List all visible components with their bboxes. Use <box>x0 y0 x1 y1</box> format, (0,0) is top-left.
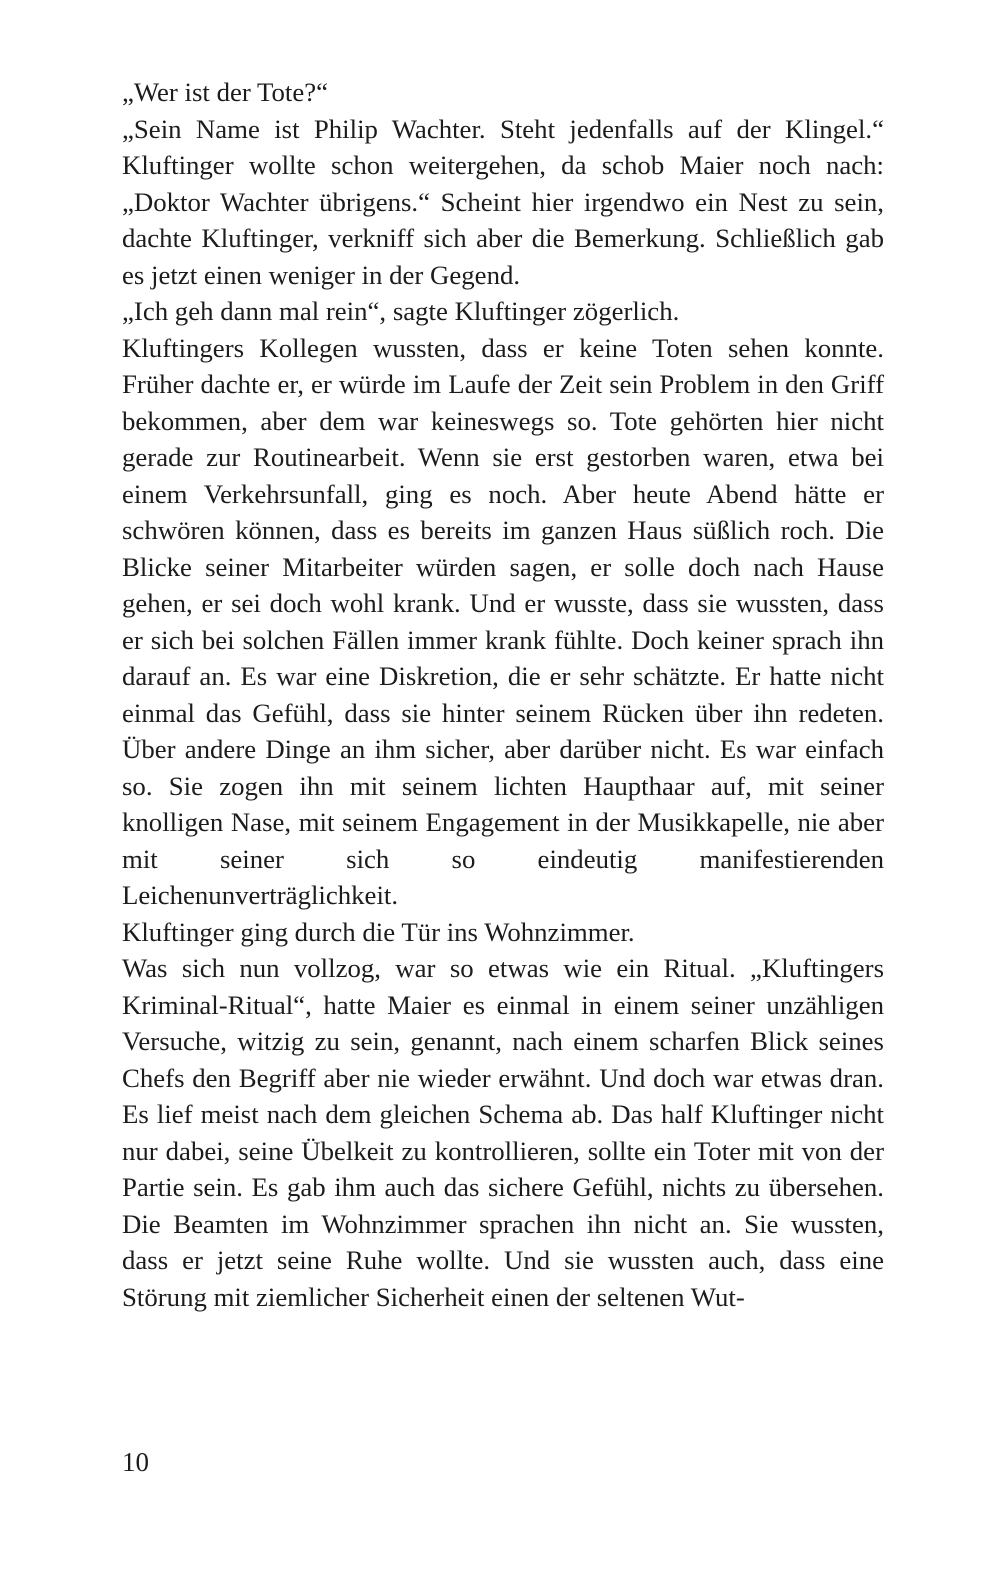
paragraph-2: „Sein Name ist Philip Wachter. Steht jedenfalls auf der Klingel.“ Kluftinger wollte schon weitergehen, da schob Maier noch nach: „Doktor Wachter übrigens.“ Scheint hier irgendwo ein Nest zu sein, dachte Kluftinger, verkniff sich aber die Bemerkung. Schließlich gab es jetzt einen weniger in der Gegend. <box>122 113 884 290</box>
paragraph-1: „Wer ist der Tote?“ <box>122 77 329 107</box>
page-number: 10 <box>122 1447 149 1477</box>
paragraph-6: Was sich nun vollzog, war so etwas wie ein Ritual. „Kluftingers Kriminal-Ritual“, hatte Maier es einmal in einem seiner unzähligen Versuche, witzig zu sein, genannt, nach einem scharfen Blick seines Chefs den Begriff aber nie wieder erwähnt. Und doch war etwas dran. Es lief meist nach dem gleichen Schema ab. Das half Kluftinger nicht nur dabei, seine Übelkeit zu kontrollieren, sollte ein Toter mit von der Partie sein. Es gab ihm auch das sichere Gefühl, nichts zu übersehen. Die Beamten im Wohnzimmer sprachen ihn nicht an. Sie wussten, dass er jetzt seine Ruhe wollte. Und sie wussten auch, dass eine Störung mit ziemlicher Sicherheit einen der seltenen Wut- <box>122 953 884 1312</box>
paragraph-3: „Ich geh dann mal rein“, sagte Kluftinger zögerlich. <box>122 296 680 326</box>
paragraph-5: Kluftinger ging durch die Tür ins Wohnzimmer. <box>122 916 635 947</box>
book-page-text <box>122 74 884 1315</box>
paragraph-4: Kluftingers Kollegen wussten, dass er keine Toten sehen konnte. Früher dachte er, er würde im Laufe der Zeit sein Problem in den Griff bekommen, aber dem war keineswegs so. Tote gehörten hier nicht gerade zur Routinearbeit. Wenn sie erst gestorben waren, etwa bei einem Verkehrsunfall, ging es noch. Aber heute Abend hätte er schwören können, dass es bereits im ganzen Haus süßlich roch. Die Blicke seiner Mitarbeiter würden sagen, er solle doch nach Hause gehen, er sei doch wohl krank. Und er wusste, dass sie wussten, dass er sich bei solchen Fällen immer krank fühlte. Doch keiner sprach ihn darauf an. Es war eine Diskretion, die er sehr schätzte. Er hatte nicht einmal das Gefühl, dass sie hinter seinem Rücken über ihn redeten. Über andere Dinge an ihm sicher, aber darüber nicht. Es war einfach so. Sie zogen ihn mit seinem lichten Haupthaar auf, mit seiner knolligen Nase, mit seinem Engagement in der Musikkapelle, nie aber mit seiner sich so eindeutig manifestierenden Leichenunverträglichkeit. <box>122 332 884 910</box>
